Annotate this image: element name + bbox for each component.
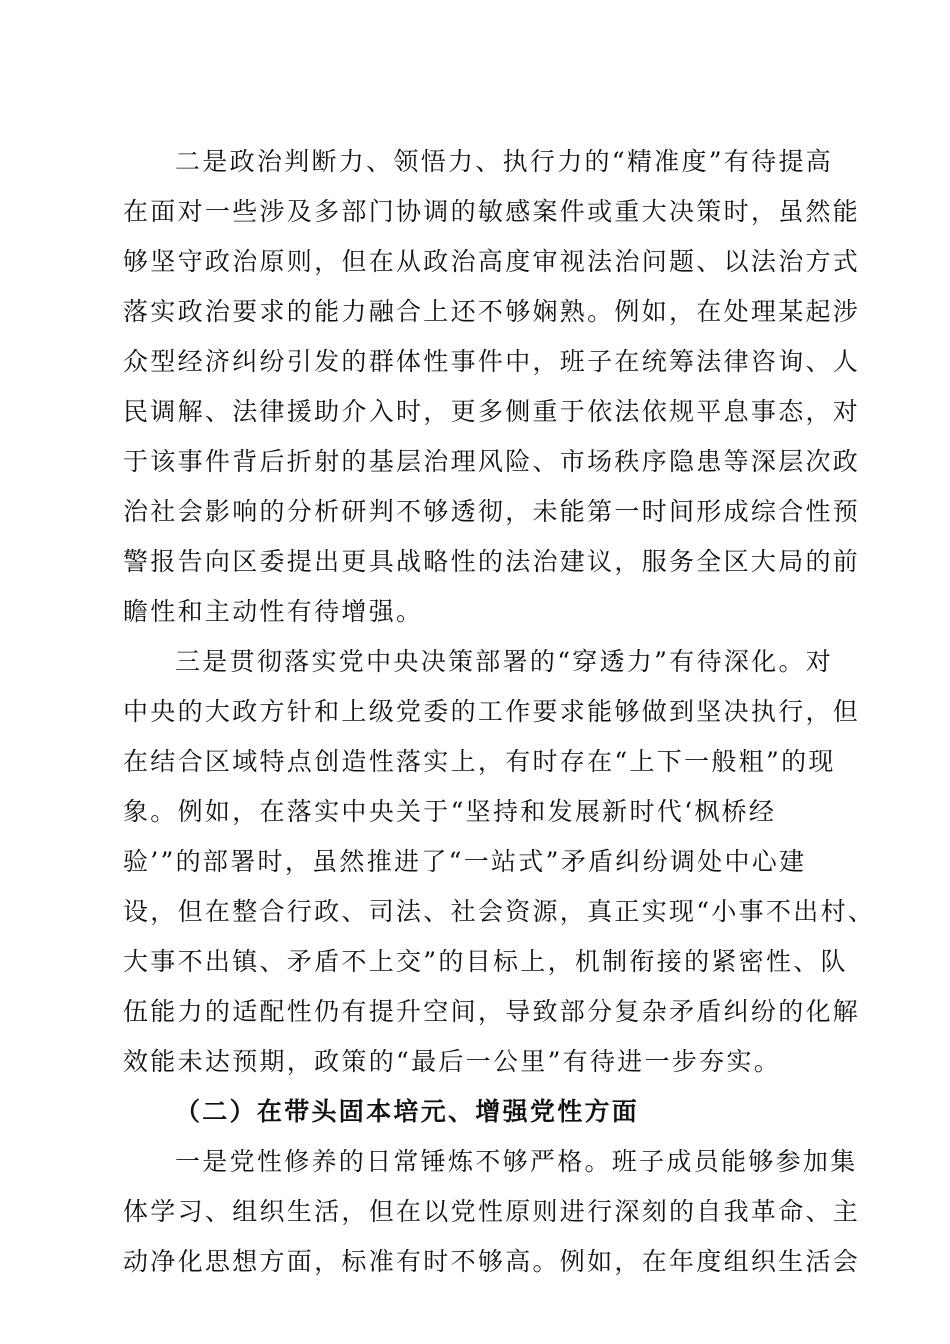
text-line: 设，但在整合行政、司法、社会资源，真正实现“小事不出村、	[123, 897, 876, 926]
text-line: 三是贯彻落实党中央决策部署的“穿透力”有待深化。对	[175, 647, 834, 676]
paragraph-party-spirit	[123, 1137, 861, 1287]
paragraph-implementation	[123, 637, 876, 1087]
text-line: 够坚守政治原则，但在从政治高度审视法治问题、以法治方式	[123, 247, 861, 276]
text-line: 体学习、组织生活，但在以党性原则进行深刻的自我革命、主	[123, 1197, 861, 1226]
text-line: 众型经济纠纷引发的群体性事件中，班子在统筹法律咨询、人	[123, 347, 861, 376]
text-line: 效能未达预期，政策的“最后一公里”有待进一步夯实。	[123, 1047, 782, 1076]
text-line: 在面对一些涉及多部门协调的敏感案件或重大决策时，虽然能	[123, 197, 861, 226]
text-line: 验’”的部署时，虽然推进了“一站式”矛盾纠纷调处中心建	[123, 847, 807, 876]
text-line: 瞻性和主动性有待增强。	[123, 597, 424, 626]
text-line: 于该事件背后折射的基层治理风险、市场秩序隐患等深层次政	[123, 447, 861, 476]
document-body	[123, 137, 876, 1287]
text-line: 落实政治要求的能力融合上还不够娴熟。例如，在处理某起涉	[123, 297, 861, 326]
text-line: 大事不出镇、矛盾不上交”的目标上，机制衔接的紧密性、队	[123, 947, 848, 976]
text-line: 伍能力的适配性仍有提升空间，导致部分复杂矛盾纠纷的化解	[123, 997, 861, 1026]
text-line: 治社会影响的分析研判不够透彻，未能第一时间形成综合性预	[123, 497, 861, 526]
text-line: 中央的大政方针和上级党委的工作要求能够做到坚决执行，但	[123, 697, 861, 726]
text-line: 一是党性修养的日常锤炼不够严格。班子成员能够参加集	[175, 1147, 858, 1176]
text-line: 警报告向区委提出更具战略性的法治建议，服务全区大局的前	[123, 547, 861, 576]
text-line: 民调解、法律援助介入时，更多侧重于依法依规平息事态，对	[123, 397, 861, 426]
paragraph-political-judgment	[123, 137, 861, 637]
text-line: 二是政治判断力、领悟力、执行力的“精准度”有待提高	[175, 147, 834, 176]
text-line: 动净化思想方面，标准有时不够高。例如，在年度组织生活会	[123, 1247, 861, 1276]
text-line: 象。例如，在落实中央关于“坚持和发展新时代‘枫桥经	[123, 797, 777, 826]
section-heading: （二）在带头固本培元、增强党性方面	[175, 1097, 640, 1126]
text-line: 在结合区域特点创造性落实上，有时存在“上下一般粗”的现	[123, 747, 836, 776]
